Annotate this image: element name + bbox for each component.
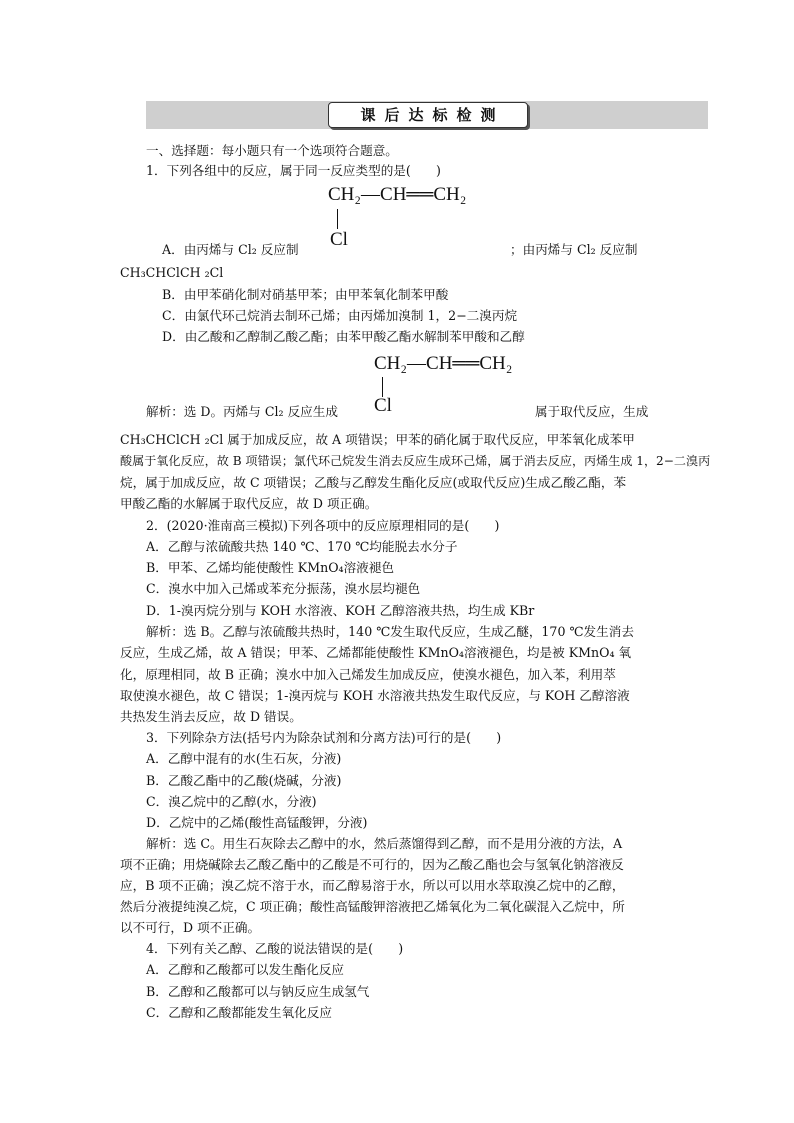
q1-option-a-right: ；由丙烯与 Cl₂ 反应制 bbox=[510, 242, 638, 257]
q3-option-d: D．乙烷中的乙烯(酸性高锰酸钾，分液) bbox=[146, 815, 368, 830]
q2-option-a: A．乙醇与浓硫酸共热 140 ℃、170 ℃均能脱去水分子 bbox=[146, 539, 458, 554]
q1-answer-line: CH₃CHClCH ₂Cl 属于加成反应，故 A 项错误；甲苯的硝化属于取代反应，甲苯氧化成苯甲 bbox=[120, 432, 635, 447]
section-heading: 一、选择题：每小题只有一个选项符合题意。 bbox=[146, 143, 398, 158]
q3-answer-line: 应，B 项不正确；溴乙烷不溶于水，而乙醇易溶于水，所以可以用水萃取溴乙烷中的乙醇， bbox=[120, 878, 625, 893]
q3-option-c: C．溴乙烷中的乙醇(水，分液) bbox=[146, 794, 317, 809]
q4-option-a: A．乙醇和乙酸都可以发生酯化反应 bbox=[146, 962, 345, 977]
q2-stem: 2．(2020·淮南高三模拟)下列各项中的反应原理相同的是( ) bbox=[146, 518, 500, 533]
q1-answer-line: 烷，属于加成反应，故 C 项错误；乙酸与乙醇发生酯化反应(或取代反应)生成乙酸乙酯，苯 bbox=[120, 475, 627, 490]
formula-bond-line bbox=[337, 209, 338, 229]
section-banner bbox=[146, 101, 708, 129]
answer-formula-top: CH₂—CH══CH₂ bbox=[374, 353, 513, 374]
allyl-chloride-formula-top: CH₂—CH══CH₂ bbox=[328, 184, 467, 205]
q1-answer-right: 属于取代反应，生成 bbox=[535, 404, 649, 419]
q3-answer-line: 解析：选 C。用生石灰除去乙醇中的水，然后蒸馏得到乙醇，而不是用分液的方法，A bbox=[146, 836, 623, 851]
q2-answer-line: 反应，生成乙烯，故 A 错误；甲苯、乙烯都能使酸性 KMnO₄溶液褪色，均是被 KMnO₄ 氧 bbox=[120, 645, 632, 660]
page-title: 课后达标检测 bbox=[360, 106, 505, 124]
q1-stem: 1．下列各组中的反应，属于同一反应类型的是( ) bbox=[146, 163, 441, 178]
q4-option-b: B．乙醇和乙酸都可以与钠反应生成氢气 bbox=[146, 984, 370, 999]
answer-formula-bond-line bbox=[382, 377, 383, 397]
banner-title-box bbox=[328, 102, 528, 128]
q3-option-a: A．乙醇中混有的水(生石灰，分液) bbox=[146, 751, 342, 766]
q1-option-a: A．由丙烯与 Cl₂ 反应制 bbox=[162, 242, 299, 257]
q3-answer-line: 然后分液提纯溴乙烷，C 项正确；酸性高锰酸钾溶液把乙烯氧化为二氧化碳混入乙烷中，所 bbox=[120, 899, 625, 914]
q1-option-a-cont: CH₃CHClCH ₂Cl bbox=[120, 265, 224, 280]
q1-answer-line: 甲酸乙酯的水解属于取代反应，故 D 项正确。 bbox=[120, 496, 378, 511]
q1-option-c: C．由氯代环己烷消去制环己烯；由丙烯加溴制 1，2−二溴丙烷 bbox=[162, 308, 518, 323]
q1-answer-start: 解析：选 D。丙烯与 Cl₂ 反应生成 bbox=[146, 404, 338, 419]
allyl-chloride-formula-bottom: Cl bbox=[330, 229, 348, 250]
q2-answer-line: 共热发生消去反应，故 D 错误。 bbox=[120, 709, 302, 724]
q3-option-b: B．乙酸乙酯中的乙酸(烧碱，分液) bbox=[146, 773, 342, 788]
q3-answer-line: 以不可行，D 项不正确。 bbox=[120, 920, 261, 935]
q2-option-b: B．甲苯、乙烯均能使酸性 KMnO₄溶液褪色 bbox=[146, 560, 394, 575]
q3-answer-line: 项不正确；用烧碱除去乙酸乙酯中的乙酸是不可行的，因为乙酸乙酯也会与氢氧化钠溶液反 bbox=[120, 857, 624, 872]
q2-answer-line: 化，原理相同，故 B 正确；溴水中加入己烯发生加成反应，使溴水褪色，加入苯，利用萃 bbox=[120, 667, 616, 682]
q2-answer-line: 取使溴水褪色，故 C 错误；1-溴丙烷与 KOH 水溶液共热发生取代反应，与 KOH 乙醇溶液 bbox=[120, 688, 630, 703]
q2-answer-line: 解析：选 B。乙醇与浓硫酸共热时，140 ℃发生取代反应，生成乙醚，170 ℃发生消去 bbox=[146, 624, 634, 639]
q4-stem: 4．下列有关乙醇、乙酸的说法错误的是( ) bbox=[146, 941, 404, 956]
q1-option-d: D．由乙酸和乙醇制乙酸乙酯；由苯甲酸乙酯水解制苯甲酸和乙醇 bbox=[162, 329, 525, 344]
q3-stem: 3．下列除杂方法(括号内为除杂试剂和分离方法)可行的是( ) bbox=[146, 730, 502, 745]
q1-answer-line: 酸属于氧化反应，故 B 项错误；氯代环己烷发生消去反应生成环己烯，属于消去反应，丙烯生成 1，2−二溴丙 bbox=[120, 454, 711, 468]
q1-option-b: B．由甲苯硝化制对硝基甲苯；由甲苯氧化制苯甲酸 bbox=[162, 287, 449, 302]
q4-option-c: C．乙醇和乙酸都能发生氧化反应 bbox=[146, 1005, 332, 1020]
q2-option-d: D．1-溴丙烷分别与 KOH 水溶液、KOH 乙醇溶液共热，均生成 KBr bbox=[146, 603, 535, 618]
q2-option-c: C．溴水中加入己烯或苯充分振荡，溴水层均褪色 bbox=[146, 581, 421, 596]
answer-formula-bottom: Cl bbox=[374, 395, 392, 416]
